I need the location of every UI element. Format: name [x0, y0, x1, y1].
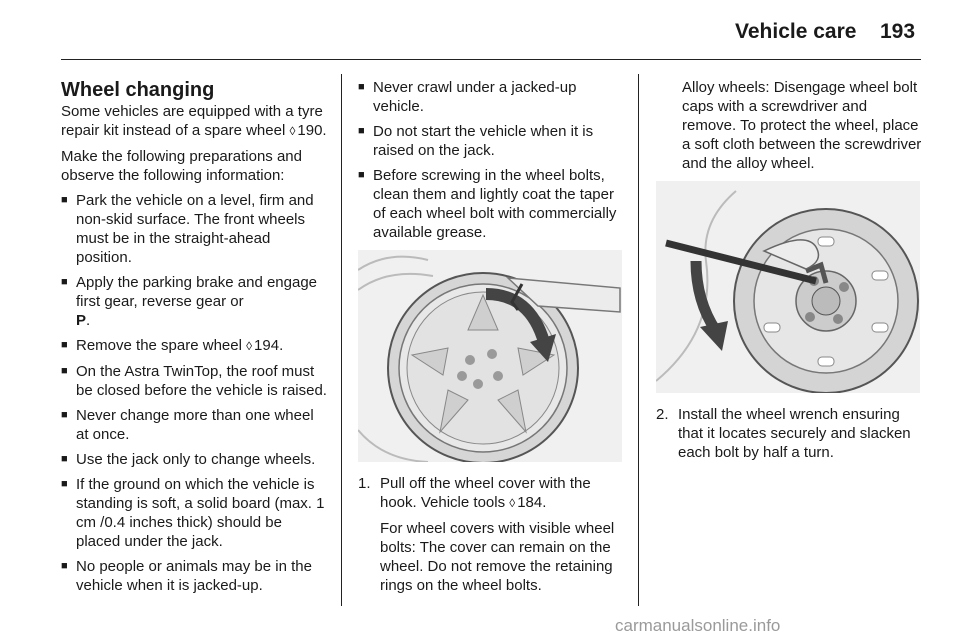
list-item: ■ On the Astra TwinTop, the roof must be closed before the vehicle is raised. — [61, 362, 327, 400]
spare-ref-link[interactable]: 194. — [254, 337, 284, 354]
list-item: ■ Before screwing in the wheel bolts, clean them and lightly coat the taper of each wheel bolt with commercially available grease. — [358, 166, 624, 242]
watermark: carmanualsonline.info — [615, 616, 781, 635]
wheel-changing-heading: Wheel changing — [61, 79, 215, 101]
intro-ref-link[interactable]: 190. — [297, 122, 327, 139]
tools-ref-link[interactable]: 184. — [517, 494, 547, 511]
section-title: Vehicle care — [735, 20, 857, 43]
list-item: ■ If the ground on which the vehicle is standing is soft, a solid board (max. 1 cm /0.4 inches thick) should be placed under the jack. — [61, 475, 327, 551]
wheel-cover-note: For wheel covers with visible wheel bolts: The cover can remain on the wheel. Do not remove the retaining rings on the wheel bolts. — [380, 520, 615, 594]
cross-reference-icon: ◊ — [289, 124, 296, 138]
list-item: ■ Never crawl under a jacked-up vehicle. — [358, 78, 624, 116]
list-item: ■ Never change more than one wheel at once. — [61, 406, 327, 444]
step-item: 1. Pull off the wheel cover with the hook. Vehicle tools ◊ 184. For wheel covers with visible wheel bolts: The cover can remain on the wheel. Do not remove the retaining rings on the wheel bolts. — [358, 474, 624, 595]
list-item: ■ Apply the parking brake and engage first gear, reverse gear or P. — [61, 273, 327, 330]
column-1 — [61, 78, 327, 601]
preparations-list — [61, 191, 327, 595]
list-item: ■ Use the jack only to change wheels. — [61, 450, 327, 469]
header-rule — [61, 59, 921, 60]
column-divider-2 — [638, 74, 639, 606]
column-3 — [656, 78, 922, 468]
preparations-paragraph: Make the following preparations and observe the following information: — [61, 148, 302, 184]
list-item: ■ Park the vehicle on a level, firm and non-skid surface. The front wheels must be in the straight-ahead position. — [61, 191, 327, 267]
steps-list-2 — [656, 405, 922, 462]
steps-list — [358, 474, 624, 595]
step-number: 1. — [358, 475, 371, 492]
column-2 — [358, 78, 624, 601]
intro-paragraph: Some vehicles are equipped with a tyre repair kit instead of a spare wheel ◊ 190. — [61, 103, 327, 139]
column-divider-1 — [341, 74, 342, 606]
cross-reference-icon: ◊ — [509, 496, 516, 510]
gear-p-label: P — [76, 312, 87, 329]
wheel-cover-illustration — [358, 250, 622, 462]
page-number: 193 — [880, 20, 916, 43]
list-item: ■ Do not start the vehicle when it is raised on the jack. — [358, 122, 624, 160]
list-item: ■ Remove the spare wheel ◊ 194. — [61, 336, 327, 356]
wheel-wrench-illustration — [656, 181, 920, 393]
list-item: ■ No people or animals may be in the vehicle when it is jacked-up. — [61, 557, 327, 595]
alloy-wheels-paragraph: Alloy wheels: Disengage wheel bolt caps with a screwdriver and remove. To protect the wheel, place a soft cloth between the screwdriver and the alloy wheel. — [682, 79, 922, 172]
step-item: 2. Install the wheel wrench ensuring that it locates securely and slacken each bolt by half a turn. — [656, 406, 911, 461]
cross-reference-icon: ◊ — [246, 339, 253, 353]
step-number: 2. — [656, 406, 669, 423]
safety-list — [358, 78, 624, 242]
